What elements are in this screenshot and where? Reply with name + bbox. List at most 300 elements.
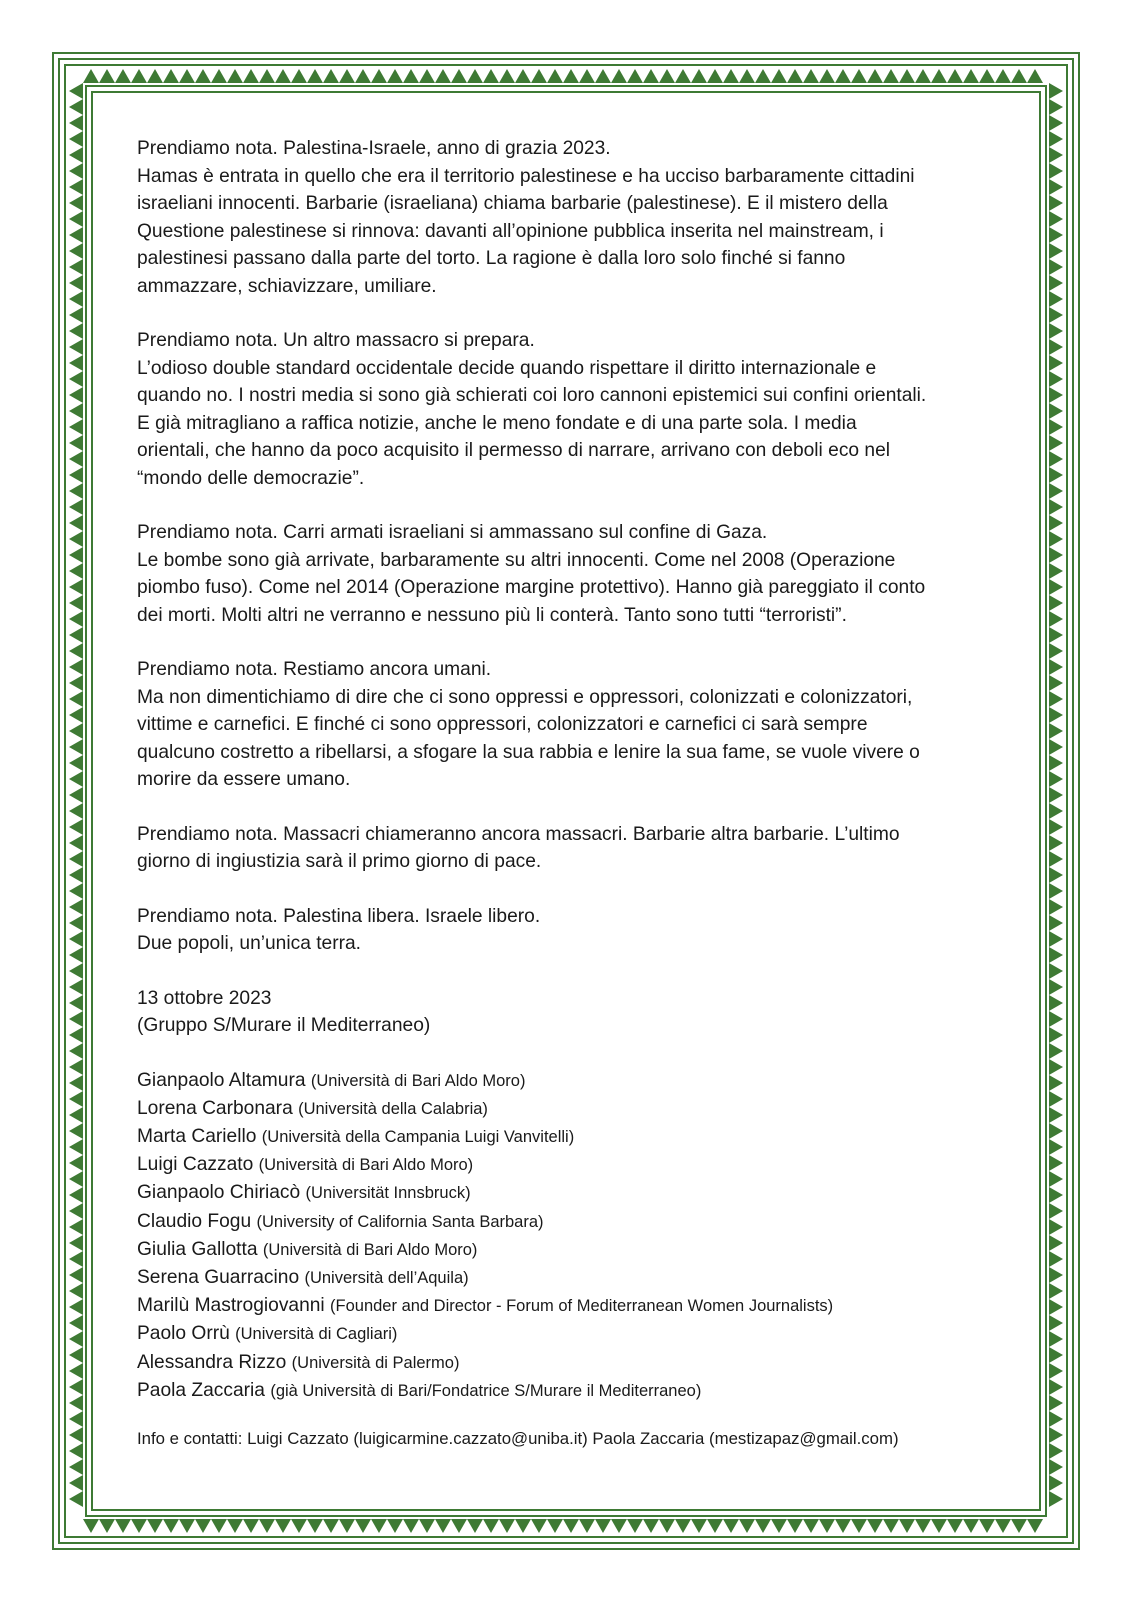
border-triangle: [899, 69, 915, 83]
border-triangle: [1049, 1059, 1063, 1075]
paragraph: [137, 519, 1017, 629]
border-triangle: [69, 275, 83, 291]
border-triangle: [1049, 163, 1063, 179]
border-triangle: [755, 69, 771, 83]
signatory: [137, 1320, 1017, 1348]
text-line: Le bombe sono già arrivate, barbaramente su altri innocenti. Come nel 2008 (Operazione: [137, 549, 896, 571]
text-line: israeliani innocenti. Barbarie (israeliana) chiama barbarie (palestinese). E il mistero della: [137, 193, 888, 214]
border-triangle: [1049, 1171, 1063, 1187]
border-triangle: [1049, 275, 1063, 291]
border-triangle: [835, 69, 851, 83]
border-triangle: [691, 1519, 707, 1533]
border-triangle: [291, 1519, 307, 1533]
signatory: [137, 1208, 1017, 1236]
border-triangle: [211, 1519, 227, 1533]
border-triangle: [1049, 1203, 1063, 1219]
border-triangle: [1049, 771, 1063, 787]
border-triangle: [1049, 403, 1063, 419]
border-triangle: [355, 69, 371, 83]
border-triangle: [69, 675, 83, 691]
signatory-name: Claudio Fogu: [137, 1210, 252, 1232]
border-triangle: [1049, 1011, 1063, 1027]
border-triangle: [69, 867, 83, 883]
signatory-name: Paolo Orrù: [137, 1323, 230, 1345]
border-triangle: [1049, 915, 1063, 931]
border-triangle: [69, 499, 83, 515]
border-triangle: [707, 69, 723, 83]
text-line: L’odioso double standard occidentale decide quando rispettare il diritto internazionale e: [137, 357, 877, 379]
border-triangle: [483, 1519, 499, 1533]
border-triangle: [931, 69, 947, 83]
border-triangle: [1049, 819, 1063, 835]
border-triangle: [659, 1519, 675, 1533]
border-triangle: [1049, 595, 1063, 611]
border-triangle: [1049, 1075, 1063, 1091]
paragraph: [137, 656, 1017, 794]
border-triangle: [899, 1519, 915, 1533]
text-line: dei morti. Molti altri ne verranno e nessuno più li conterà. Tanto sono tutti “terroristi”.: [137, 604, 847, 626]
text-line: quando no. I nostri media si sono già schierati coi loro cannoni epistemici sui confini orientali.: [137, 385, 927, 406]
border-triangle: [69, 563, 83, 579]
signatory: [137, 1179, 1017, 1207]
border-triangle: [69, 371, 83, 387]
border-triangle: [387, 1519, 403, 1533]
border-triangle: [435, 69, 451, 83]
border-triangle: [69, 883, 83, 899]
signatory: [137, 1067, 1017, 1095]
border-triangle: [1049, 1475, 1063, 1491]
signatory-affiliation: (Università di Bari Aldo Moro): [310, 1071, 526, 1090]
border-triangle: [69, 291, 83, 307]
signatory-affiliation: (Università di Cagliari): [235, 1325, 398, 1344]
border-triangle: [1049, 451, 1063, 467]
border-triangle: [179, 69, 195, 83]
border-triangle: [1049, 1347, 1063, 1363]
signatory-affiliation: (Università della Campania Luigi Vanvitelli): [261, 1127, 575, 1146]
border-triangle: [307, 69, 323, 83]
border-triangle: [1049, 1027, 1063, 1043]
border-triangle: [1049, 387, 1063, 403]
border-triangle: [69, 819, 83, 835]
border-triangle: [69, 419, 83, 435]
border-triangle: [1049, 179, 1063, 195]
border-triangle: [69, 1203, 83, 1219]
border-triangle: [1049, 243, 1063, 259]
border-triangle: [1049, 851, 1063, 867]
border-triangle: [69, 899, 83, 915]
border-triangle: [69, 1091, 83, 1107]
border-triangle: [1049, 1491, 1063, 1507]
border-triangle: [1049, 371, 1063, 387]
text-line: morire da essere umano.: [137, 769, 351, 790]
border-triangle: [69, 147, 83, 163]
border-triangle: [755, 1519, 771, 1533]
signatory-affiliation: (già Università di Bari/Fondatrice S/Murare il Mediterraneo): [270, 1381, 702, 1400]
border-triangle: [1049, 483, 1063, 499]
border-triangle: [227, 69, 243, 83]
border-triangle: [1049, 1379, 1063, 1395]
border-triangle: [69, 115, 83, 131]
border-triangle: [739, 69, 755, 83]
border-triangle: [1049, 995, 1063, 1011]
border-triangle: [691, 69, 707, 83]
border-triangle: [1049, 1315, 1063, 1331]
border-triangle: [69, 1155, 83, 1171]
border-triangle: [371, 1519, 387, 1533]
border-triangle: [1049, 1043, 1063, 1059]
border-triangle: [69, 243, 83, 259]
text-line: Prendiamo nota. Palestina-Israele, anno di grazia 2023.: [137, 138, 611, 159]
paragraphs: [137, 135, 1017, 1040]
border-triangle: [69, 1395, 83, 1411]
signatory-name: Serena Guarracino: [137, 1266, 300, 1288]
border-triangle: [1049, 707, 1063, 723]
border-triangle: [69, 627, 83, 643]
border-triangle: [211, 69, 227, 83]
border-triangle: [483, 69, 499, 83]
border-triangle: [451, 69, 467, 83]
border-triangle: [69, 1251, 83, 1267]
border-triangle: [115, 69, 131, 83]
document-body: [137, 135, 1017, 1451]
border-triangle: [69, 755, 83, 771]
border-triangle: [1027, 69, 1043, 83]
signatory: [137, 1123, 1017, 1151]
border-triangle: [179, 1519, 195, 1533]
border-triangle: [1049, 803, 1063, 819]
border-triangle: [1049, 723, 1063, 739]
paragraph: [137, 821, 1017, 876]
border-triangle: [69, 1331, 83, 1347]
border-triangle: [69, 1315, 83, 1331]
border-triangle: [69, 355, 83, 371]
border-triangle: [1049, 1219, 1063, 1235]
border-triangle: [69, 803, 83, 819]
border-triangle: [69, 995, 83, 1011]
border-triangle: [69, 1171, 83, 1187]
border-triangle: [819, 1519, 835, 1533]
border-triangle: [1049, 947, 1063, 963]
border-triangle: [1049, 499, 1063, 515]
border-triangle: [69, 1267, 83, 1283]
border-triangle: [69, 1363, 83, 1379]
text-line: 13 ottobre 2023: [137, 987, 272, 1009]
signatory-affiliation: (Università di Bari Aldo Moro): [258, 1156, 474, 1175]
border-triangle: [1049, 227, 1063, 243]
border-triangle: [1049, 1155, 1063, 1171]
border-triangle: [69, 1059, 83, 1075]
border-triangle: [69, 531, 83, 547]
border-triangle: [1049, 963, 1063, 979]
border-triangle: [1049, 547, 1063, 563]
border-triangle: [723, 69, 739, 83]
border-triangle: [355, 1519, 371, 1533]
text-line: Prendiamo nota. Massacri chiameranno ancora massacri. Barbarie altra barbarie. L’ultimo: [137, 823, 900, 845]
border-triangle: [227, 1519, 243, 1533]
border-triangle: [69, 1235, 83, 1251]
border-triangle: [851, 1519, 867, 1533]
border-triangle: [739, 1519, 755, 1533]
signatory: [137, 1292, 1017, 1320]
signatory-name: Marta Cariello: [137, 1125, 257, 1147]
border-triangle: [531, 69, 547, 83]
signatory: [137, 1151, 1017, 1179]
border-triangle: [1049, 643, 1063, 659]
text-line: “mondo delle democrazie”.: [137, 467, 365, 489]
border-triangle: [931, 1519, 947, 1533]
border-triangle: [69, 1491, 83, 1507]
paragraph: [137, 135, 1017, 300]
border-triangle: [1049, 755, 1063, 771]
border-triangle: [69, 547, 83, 563]
border-triangle: [1049, 563, 1063, 579]
border-triangle: [69, 787, 83, 803]
text-line: palestinesi passano dalla parte del torto. La ragione è dalla loro solo finché si fanno: [137, 248, 846, 269]
border-triangle: [1049, 899, 1063, 915]
border-triangle: [69, 1027, 83, 1043]
border-triangle: [803, 69, 819, 83]
border-triangle: [69, 1379, 83, 1395]
text-line: piombo fuso). Come nel 2014 (Operazione margine protettivo). Hanno già pareggiato il conto: [137, 577, 926, 598]
border-triangle: [69, 1427, 83, 1443]
text-line: Prendiamo nota. Palestina libera. Israele libero.: [137, 905, 541, 927]
border-triangle: [947, 1519, 963, 1533]
border-triangle: [69, 1443, 83, 1459]
border-triangle: [547, 69, 563, 83]
text-line: Questione palestinese si rinnova: davanti all’opinione pubblica inserita nel mainstream, i: [137, 220, 884, 242]
border-triangle: [1049, 1235, 1063, 1251]
border-triangle: [323, 69, 339, 83]
border-triangle: [69, 259, 83, 275]
border-triangle: [83, 69, 99, 83]
border-triangle: [69, 979, 83, 995]
border-triangle: [371, 69, 387, 83]
text-line: giorno di ingiustizia sarà il primo giorno di pace.: [137, 851, 542, 872]
border-triangle: [643, 69, 659, 83]
signatories-list: [137, 1067, 1017, 1405]
border-triangle: [1049, 307, 1063, 323]
border-triangle: [275, 1519, 291, 1533]
border-triangle: [579, 69, 595, 83]
border-triangle: [69, 611, 83, 627]
border-triangle: [1049, 1411, 1063, 1427]
border-triangle: [1049, 1283, 1063, 1299]
border-triangle: [771, 69, 787, 83]
border-triangle: [851, 69, 867, 83]
border-triangle: [69, 195, 83, 211]
border-triangle: [403, 1519, 419, 1533]
border-triangle: [1049, 195, 1063, 211]
border-triangle: [1027, 1519, 1043, 1533]
signatory-affiliation: (Università dell’Aquila): [304, 1268, 469, 1287]
border-triangle: [1049, 147, 1063, 163]
border-triangle: [163, 69, 179, 83]
border-triangle: [69, 1347, 83, 1363]
border-triangle: [499, 69, 515, 83]
signatory-affiliation: (Università della Calabria): [298, 1099, 488, 1118]
border-triangle: [69, 131, 83, 147]
border-triangle: [69, 227, 83, 243]
border-triangle: [69, 1123, 83, 1139]
border-triangle: [69, 1411, 83, 1427]
border-triangle: [675, 69, 691, 83]
signatory: [137, 1377, 1017, 1405]
border-triangle: [243, 1519, 259, 1533]
border-triangle: [69, 835, 83, 851]
border-triangle: [627, 69, 643, 83]
border-triangle: [1049, 1091, 1063, 1107]
border-triangle: [515, 69, 531, 83]
border-triangle: [1049, 739, 1063, 755]
border-triangle: [291, 69, 307, 83]
border-triangle: [1011, 69, 1027, 83]
border-triangle: [723, 1519, 739, 1533]
border-triangle: [69, 1459, 83, 1475]
text-line: Prendiamo nota. Carri armati israeliani si ammassano sul confine di Gaza.: [137, 522, 768, 543]
border-triangle: [499, 1519, 515, 1533]
border-triangle: [69, 1475, 83, 1491]
border-triangle: [69, 851, 83, 867]
border-triangle: [1049, 1187, 1063, 1203]
border-triangle: [1049, 931, 1063, 947]
signatory-name: Alessandra Rizzo: [137, 1351, 287, 1373]
border-triangle: [69, 163, 83, 179]
border-triangle: [403, 69, 419, 83]
border-triangle: [1049, 787, 1063, 803]
border-triangle: [1049, 611, 1063, 627]
signatory: [137, 1349, 1017, 1377]
border-triangle: [131, 69, 147, 83]
border-triangle: [1049, 515, 1063, 531]
border-triangle: [1049, 1395, 1063, 1411]
border-triangle: [339, 1519, 355, 1533]
border-triangle: [99, 69, 115, 83]
border-triangle: [69, 307, 83, 323]
border-triangle: [1049, 1123, 1063, 1139]
border-triangle: [69, 915, 83, 931]
border-triangle: [323, 1519, 339, 1533]
text-line: (Gruppo S/Murare il Mediterraneo): [137, 1015, 431, 1036]
border-triangle: [69, 707, 83, 723]
border-triangle: [1049, 99, 1063, 115]
border-triangle: [1049, 691, 1063, 707]
border-triangle: [835, 1519, 851, 1533]
border-triangle: [467, 1519, 483, 1533]
border-triangle: [195, 69, 211, 83]
border-triangle: [69, 1107, 83, 1123]
border-triangle: [419, 1519, 435, 1533]
border-triangle: [1049, 1139, 1063, 1155]
border-triangle: [1049, 83, 1063, 99]
border-triangle: [1049, 131, 1063, 147]
border-triangle: [387, 69, 403, 83]
border-triangle: [1049, 1459, 1063, 1475]
border-triangle: [675, 1519, 691, 1533]
border-triangle: [339, 69, 355, 83]
signatory-affiliation: (Universität Innsbruck): [305, 1184, 471, 1203]
border-triangle: [69, 1283, 83, 1299]
border-triangle: [1049, 1299, 1063, 1315]
border-triangle: [915, 1519, 931, 1533]
border-triangle: [69, 323, 83, 339]
border-triangle: [195, 1519, 211, 1533]
border-triangle: [69, 83, 83, 99]
border-triangle: [883, 69, 899, 83]
text-line: Prendiamo nota. Restiamo ancora umani.: [137, 659, 492, 680]
border-triangle: [69, 595, 83, 611]
border-triangle: [1049, 323, 1063, 339]
signatory-name: Giulia Gallotta: [137, 1238, 258, 1260]
border-triangle: [1011, 1519, 1027, 1533]
border-triangle: [627, 1519, 643, 1533]
signatory-affiliation: (Università di Palermo): [291, 1353, 460, 1372]
border-triangle: [69, 339, 83, 355]
border-triangle: [69, 1075, 83, 1091]
border-triangle: [69, 1043, 83, 1059]
border-triangle: [947, 69, 963, 83]
border-triangle: [563, 1519, 579, 1533]
border-triangle: [131, 1519, 147, 1533]
border-triangle: [69, 691, 83, 707]
border-triangle: [611, 1519, 627, 1533]
border-triangle: [259, 69, 275, 83]
border-triangle: [69, 99, 83, 115]
border-triangle: [115, 1519, 131, 1533]
border-triangle: [1049, 867, 1063, 883]
signatory: [137, 1095, 1017, 1123]
border-triangle: [1049, 435, 1063, 451]
text-line: Due popoli, un’unica terra.: [137, 933, 361, 954]
signatory-name: Luigi Cazzato: [137, 1154, 254, 1176]
border-triangle: [259, 1519, 275, 1533]
border-triangle: [1049, 659, 1063, 675]
border-triangle: [995, 1519, 1011, 1533]
border-triangle: [963, 1519, 979, 1533]
border-triangle: [787, 1519, 803, 1533]
border-triangle: [563, 69, 579, 83]
border-triangle: [1049, 1251, 1063, 1267]
border-triangle: [787, 69, 803, 83]
border-triangle: [883, 1519, 899, 1533]
border-triangle: [451, 1519, 467, 1533]
text-line: vittime e carnefici. E finché ci sono oppressori, colonizzatori e carnefici ci sarà sempre: [137, 714, 868, 735]
border-triangle: [69, 723, 83, 739]
signatory-name: Marilù Mastrogiovanni: [137, 1295, 325, 1317]
border-triangle: [1049, 835, 1063, 851]
border-triangle: [819, 69, 835, 83]
border-triangle: [147, 69, 163, 83]
border-triangle: [1049, 1331, 1063, 1347]
border-triangle: [611, 69, 627, 83]
border-triangle: [69, 643, 83, 659]
border-triangle: [1049, 115, 1063, 131]
border-triangle: [419, 69, 435, 83]
border-triangle: [69, 435, 83, 451]
text-line: Ma non dimentichiamo di dire che ci sono oppressi e oppressori, colonizzati e colonizzatori,: [137, 686, 913, 708]
border-triangle: [69, 947, 83, 963]
text-line: E già mitragliano a raffica notizie, anche le meno fondate e di una parte sola. I media: [137, 412, 857, 434]
border-triangle: [69, 211, 83, 227]
border-triangle: [69, 515, 83, 531]
border-triangle: [1049, 467, 1063, 483]
border-triangle: [1049, 883, 1063, 899]
border-triangle: [69, 1187, 83, 1203]
border-triangle: [1049, 675, 1063, 691]
border-triangle: [915, 69, 931, 83]
border-triangle: [69, 1299, 83, 1315]
text-line: ammazzare, schiavizzare, umiliare.: [137, 275, 437, 297]
border-triangle: [69, 771, 83, 787]
